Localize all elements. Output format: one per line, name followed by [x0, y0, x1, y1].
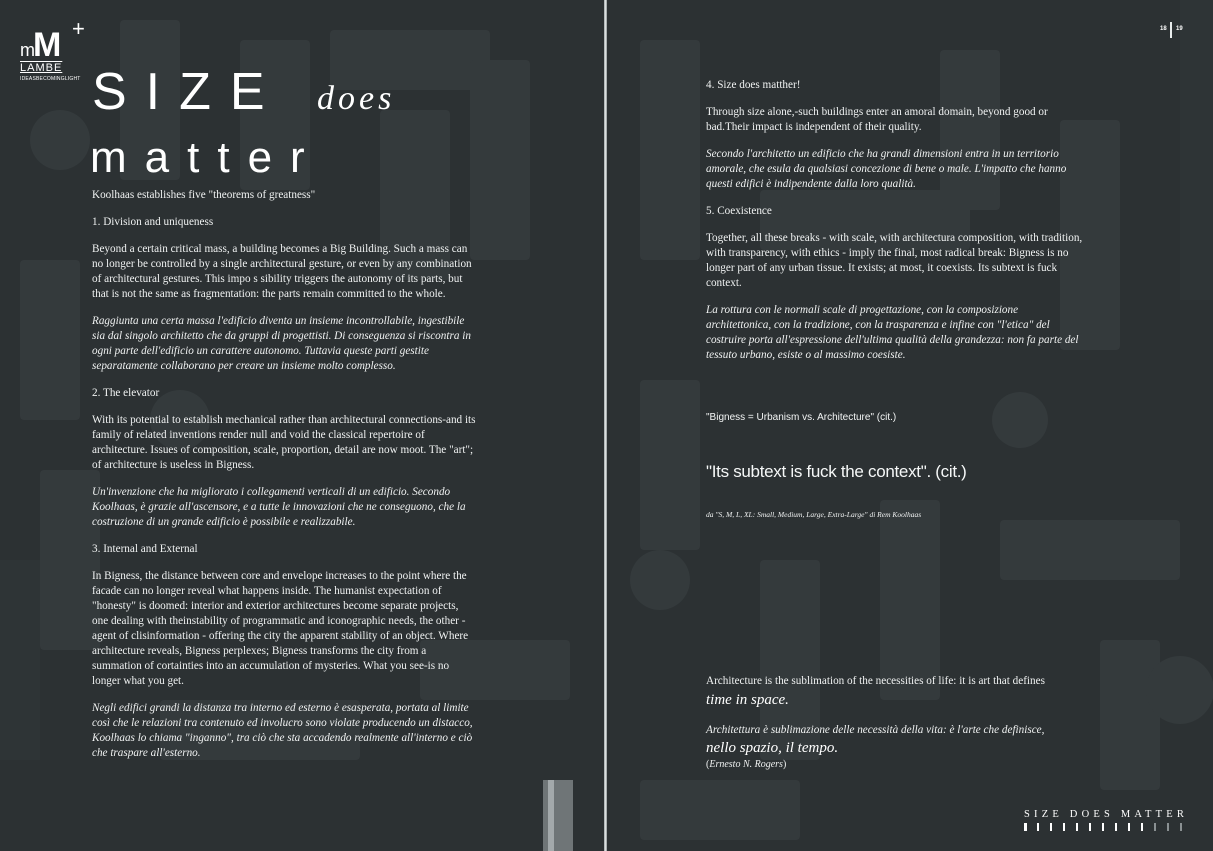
author-paren-close: ) [782, 759, 787, 770]
section-2-heading: 2. The elevator [92, 387, 160, 399]
brand-logo [20, 16, 100, 82]
footer-bars [1024, 823, 1194, 831]
section-3-italian: Negli edifici grandi la distanza tra interno ed esterno è esasperata, portata al limite così che le relazioni tra contenuto ed involucro sono violate producendo un distacco, Koolhaas lo chiama "inganno", tra ciò che sta accadendo realmente all'interno e ciò che traspare all'esterno. [92, 702, 473, 759]
rogers-quote-english-emphasis: time in space. [706, 692, 789, 708]
section-4-heading: 4. Size does matther! [706, 79, 801, 91]
section-4-italian: Secondo l'architetto un edificio che ha grandi dimensioni entra in un territorio amorale, che esula da qualsiasi concezione di bene o male. L'impatto che hanno questi edifici è indipendente dalla loro qualità. [706, 148, 1067, 190]
section-5-text: Together, all these breaks - with scale, with architectura composition, with tradition, with transparency, with ethics - imply the final, most radical break: Bigness is no longer part of any urban tissue. It exists; at most, it coexists. Its subtext is fuck context. [706, 232, 1083, 289]
section-5-heading: 5. Coexistence [706, 205, 772, 217]
section-3-heading: 3. Internal and External [92, 543, 198, 555]
quote-source: da "S, M, L, XL: Small, Medium, Large, Extra-Large" di Rem Koolhaas [706, 510, 922, 519]
section-1-text: Beyond a certain critical mass, a building becomes a Big Building. Such a mass can no longer be controlled by a single architectural gesture, or even by any combination of architectural gestures. This impo s sibility triggers the autonomy of its parts, but that is not the same as fragmentation: the parts remain committed to the whole. [92, 243, 472, 300]
section-3-text: In Bigness, the distance between core and envelope increases to the point where the facade can no longer reveal what happens inside. The humanist expectation of "honesty" is doomed: interior and exterior architectures become separate projects, one dealing with theinstability of programmatic and iconographic needs, the other - agent of clisinformation - offering the city the apparent stability of an object. Where architecture reveals, Bigness perplexes; Bigness transforms the city from a summation of cortainties into an accumulation of mysteries. What you see-is no longer what you get. [92, 570, 469, 687]
logo-tagline: IDEASBECOMINGLIGHT [20, 76, 81, 82]
section-4-text: Through size alone,-such buildings enter an amoral domain, beyond good or bad.Their impact is independent of their quality. [706, 106, 1048, 133]
left-text-column [92, 188, 476, 761]
bigness-quote: "Bigness = Urbanism vs. Architecture" (cit.) [706, 412, 897, 423]
page-gutter [604, 0, 607, 851]
rogers-quote-italian-emphasis: nello spazio, il tempo. [706, 740, 839, 756]
page-title-line1 [92, 63, 396, 121]
logo-big-m: M [33, 26, 62, 64]
page-title-line2: matter [90, 133, 323, 182]
section-2-italian: Un'invenzione che ha migliorato i collegamenti verticali di un edificio. Secondo Koolhaas, è grazie all'ascensore, e a tutte le innovazioni che ne conseguono, che la costruzione di un grande edificio è possibile e realizzabile. [92, 486, 466, 528]
rogers-quote-english: Architecture is the sublimation of the necessities of life: it is art that defines [706, 675, 1045, 687]
left-page [0, 0, 604, 851]
subtext-quote: "Its subtext is fuck the context". (cit.) [706, 462, 967, 481]
author-paren-open: ( [706, 759, 710, 770]
title-does: does [317, 80, 396, 117]
section-1-heading: 1. Division and uniqueness [92, 216, 214, 228]
right-text-column [706, 78, 1086, 363]
page-number-divider [1170, 22, 1172, 38]
logo-small-m: m [20, 40, 35, 60]
section-2-text: With its potential to establish mechanical rather than architectural connections-and its family of related inventions render null and void the classical repertoire of architecture. Issues of composition, scale, proportion, detail are now moot. The "art"; of architecture is useless in Bigness. [92, 414, 476, 471]
logo-plus: + [72, 16, 85, 41]
section-1-italian: Raggiunta una certa massa l'edificio diventa un insieme incontrollabile, ingestibile sia dal singolo architetto che da gruppi di progettisti. Di conseguenza si riscontra in ogni parte dell'edificio un carattere autonomo. Tuttavia queste parti gestite separatamente collaborano per creare un insieme molto complesso. [92, 315, 471, 372]
section-5-italian: La rottura con le normali scale di progettazione, con la composizione architettonica, con la tradizione, con la trasparenza e infine con "l'etica" del costruire porta all'espressione dell'ultima qualità della grandezza: non fa parte del tessuto urbano, esiste o al massimo coesiste. [706, 304, 1079, 361]
footer-title: SIZE DOES MATTER [1024, 809, 1189, 820]
author-name: Ernesto N. Rogers [709, 759, 783, 770]
rogers-quote-italian: Architettura è sublimazione delle necessità della vita: è l'arte che definisce, [706, 724, 1045, 736]
title-size: SIZE [92, 63, 284, 121]
page-number-left: 18 [1160, 26, 1167, 32]
page-number-right: 19 [1176, 26, 1183, 32]
intro-text: Koolhaas establishes five "theorems of greatness" [92, 189, 316, 201]
rogers-quote-author [706, 759, 786, 770]
logo-wordmark: LAMBE [20, 62, 63, 74]
